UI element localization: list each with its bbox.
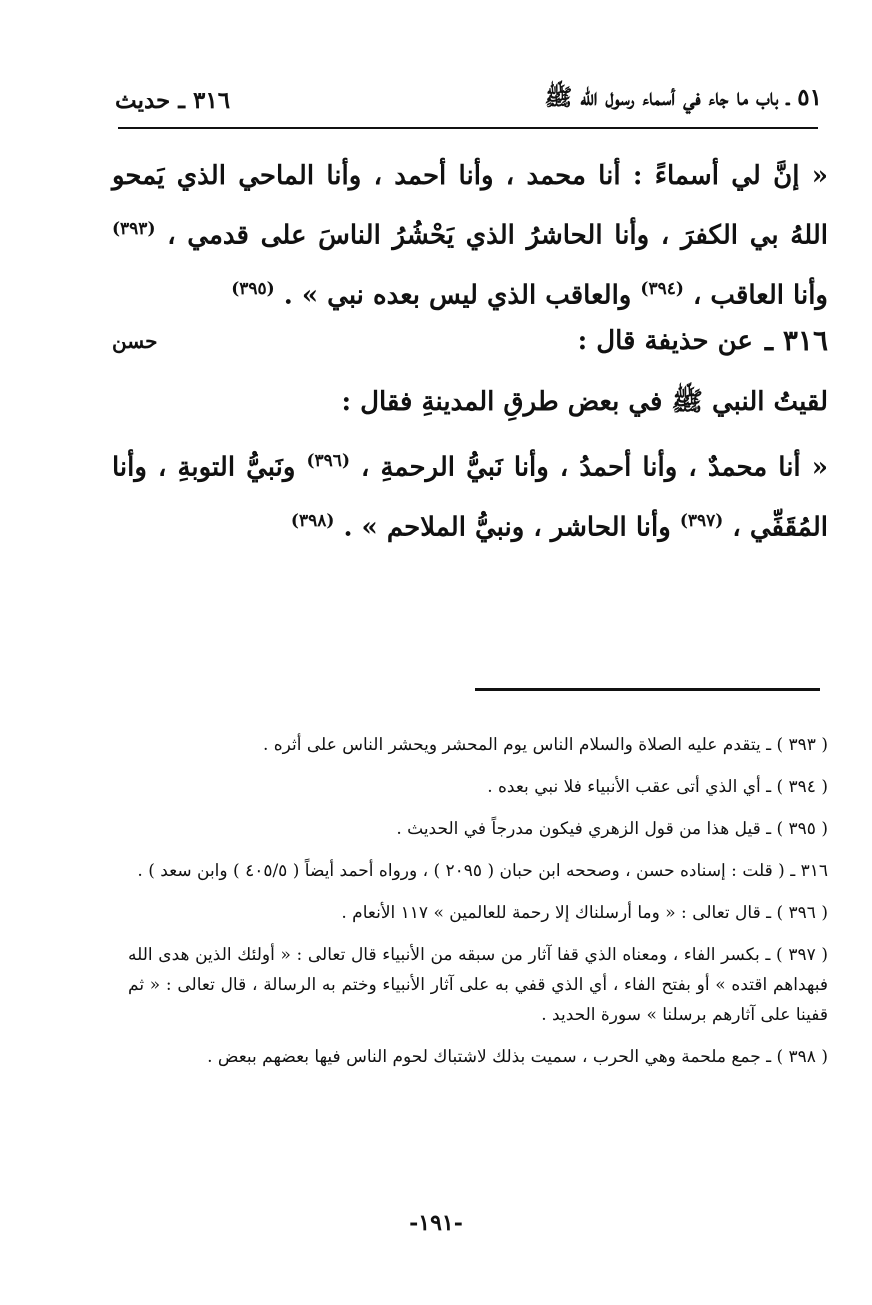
footnote-ref-396[interactable]: (٣٩٦) [306, 451, 350, 471]
footnote-ref-394[interactable]: (٣٩٤) [640, 278, 684, 299]
hadith-316-heading [112, 318, 828, 363]
footnote-ref-398[interactable]: (٣٩٨) [290, 510, 335, 531]
footnote-ref-397[interactable]: (٣٩٧) [679, 510, 724, 531]
footnotes [128, 730, 828, 1084]
text-segment: والعاقب الذي ليس بعده نبي » . [283, 280, 632, 311]
text-segment: لقيتُ النبي ﷺ في بعض طرقِ المدينةِ فقال : [341, 387, 828, 417]
page-number: -١٩١- [409, 1210, 463, 1236]
footnote-394: ( ٣٩٤ ) ـ أي الذي أتى عقب الأنبياء فلا نبي بعده . [487, 777, 828, 797]
footnote-395: ( ٣٩٥ ) ـ قيل هذا من قول الزهري فيكون مدرجاً في الحديث . [396, 819, 828, 839]
footnote-396: ( ٣٩٦ ) ـ قال تعالى : « وما أرسلناك إلا رحمة للعالمين » ١١٧ الأنعام . [341, 903, 828, 923]
footnote-398: ( ٣٩٨ ) ـ جمع ملحمة وهي الحرب ، سميت بذلك لاشتباك لحوم الناس فيها بعضهم ببعض . [207, 1047, 828, 1067]
hadith-number: ٣١٦ ـ [764, 324, 828, 357]
running-header [115, 80, 822, 120]
footnote-397: ( ٣٩٧ ) ـ بكسر الفاء ، ومعناه الذي قفا آثار من سبقه من الأنبياء قال تعالى : « أولئك الذين هدى الله فبهداهم اقتده » أو بفتح الفاء ، أي الذي قفي به على آثار الأنبياء وختم به الرسالة ، قال تعالى : « ثم قفينا على آثارهم برسلنا » سورة الحديد . [128, 945, 828, 1025]
footnote-393: ( ٣٩٣ ) ـ يتقدم عليه الصلاة والسلام الناس يوم المحشر ويحشر الناس على أثره . [262, 735, 828, 755]
text-segment: وأنا العاقب ، [692, 280, 828, 311]
hadith-range: ٣١٦ ـ حديث [115, 86, 231, 114]
text-segment: « إنَّ لي أسماءً : أنا محمد ، وأنا أحمد ، وأنا الماحي الذي يَمحو اللهُ بي الكفرَ ، وأنا الحاشرُ الذي يَحْشُرُ الناسَ على قدمي ، [112, 161, 828, 251]
text-segment: ونَبيُّ التوبةِ ، وأنا المُقَفِّي ، [112, 452, 828, 543]
narrator-line: عن حذيفة قال : [577, 325, 753, 356]
footnote-separator [475, 688, 820, 691]
header-rule [118, 127, 818, 129]
chapter-title: ٥١ ـ باب ما جاء في أسماء رسول الله ﷺ [544, 84, 822, 111]
hadith-315-text [112, 150, 828, 322]
text-segment: « أنا محمدٌ ، وأنا أحمدُ ، وأنا نَبيُّ الرحمةِ ، [361, 452, 828, 483]
hadith-316-intro [112, 376, 828, 429]
footnote-ref-395[interactable]: (٣٩٥) [231, 278, 275, 299]
footnote-ref-393[interactable]: (٣٩٣) [112, 219, 156, 239]
footnote-316-takhrij: ٣١٦ ـ ( قلت : إسناده حسن ، وصححه ابن حبان ( ٢٠٩٥ ) ، ورواه أحمد أيضاً ( ٤٠٥/٥ ) وابن سعد ) . [137, 861, 828, 881]
hadith-grade: حسن [112, 328, 158, 353]
hadith-316-text [112, 435, 828, 554]
text-segment: وأنا الحاشر ، ونبيُّ الملاحم » . [343, 512, 671, 543]
